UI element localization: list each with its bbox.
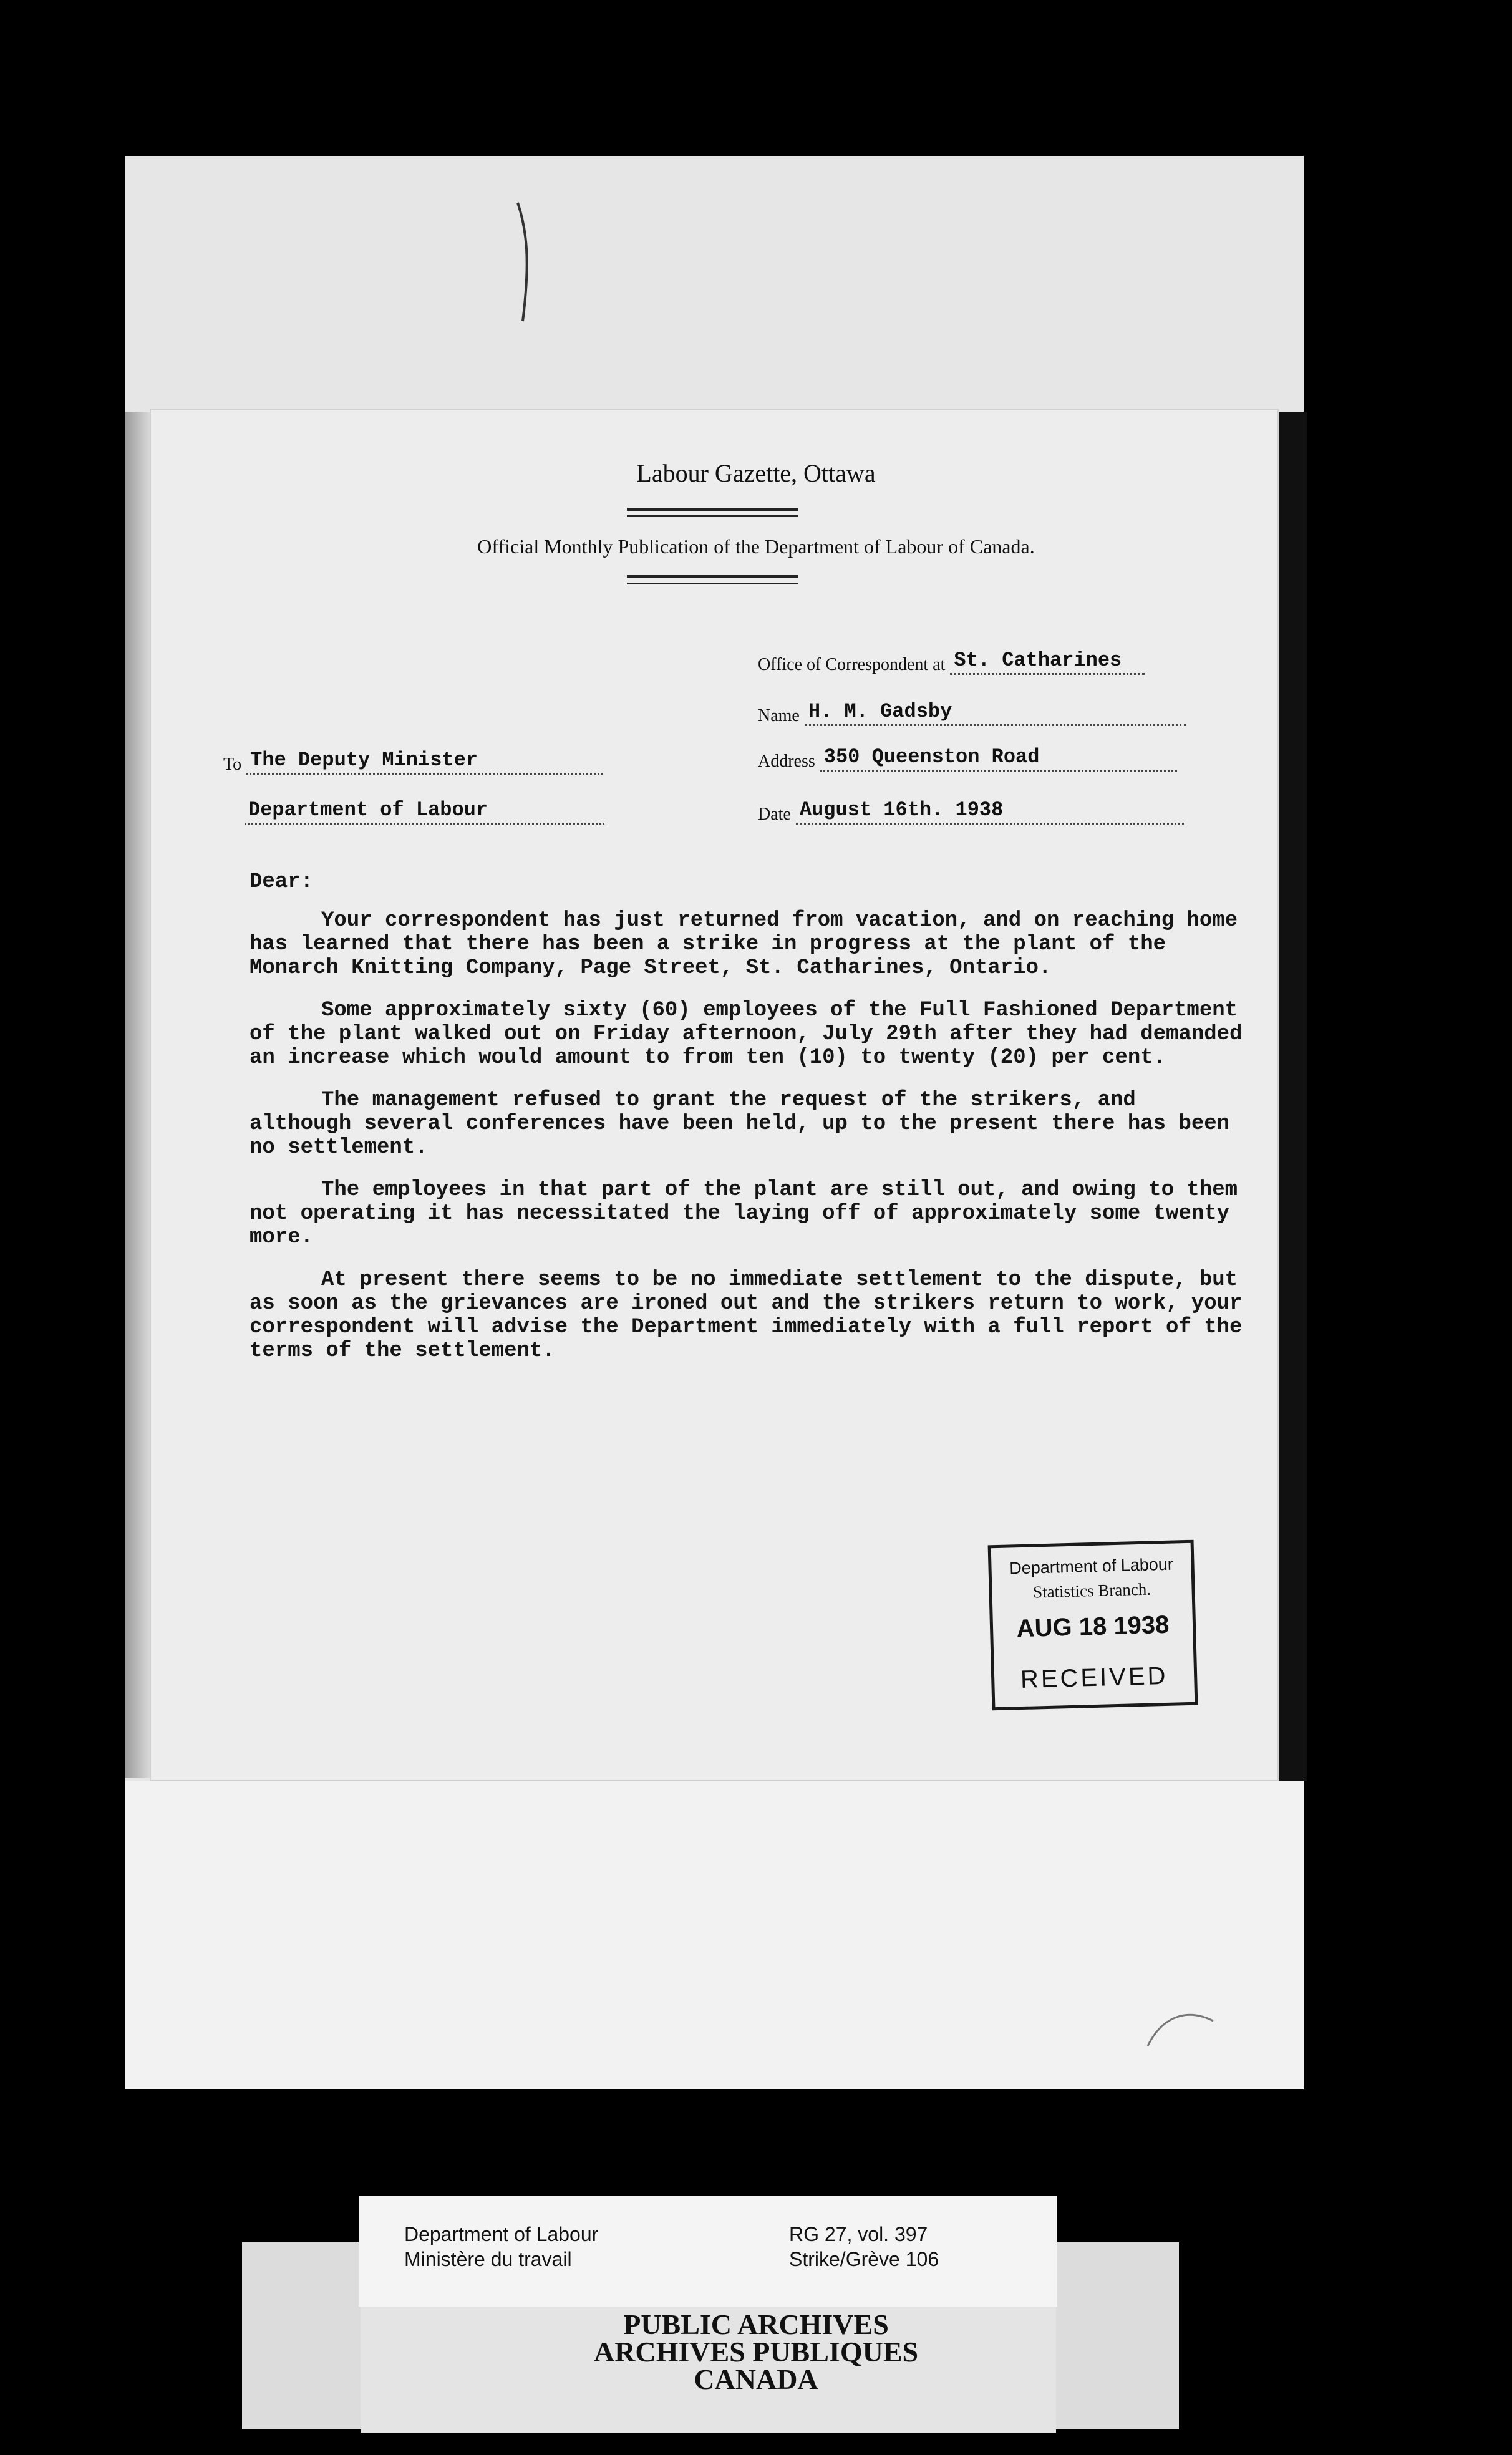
letterhead-title: Labour Gazette, Ottawa [636,459,876,487]
office-field [758,649,1145,675]
address-label: Address [758,752,815,771]
paragraph: The management refused to grant the request of the strikers, and although several conferences have been held, up to the present there has been no settlement. [250,1088,1230,1160]
stamp-date: AUG 18 1938 [1016,1610,1170,1643]
archives-country: CANADA [694,2363,818,2395]
address-value: 350 Queenston Road [820,745,1177,772]
archives-en: PUBLIC ARCHIVES [623,2308,889,2340]
name-value: H. M. Gadsby [805,700,1186,726]
sheet-bottom-band [125,1781,1304,2089]
letterhead-rule-bottom [627,575,798,578]
recipient-name: The Deputy Minister [246,748,603,775]
archives-fr: ARCHIVES PUBLIQUES [593,2336,919,2368]
letterhead-rule-top-thin [627,515,798,517]
letterhead-rule-top [627,508,798,511]
paragraph: Some approximately sixty (60) employees of the Full Fashioned Department of the plant walked out on Friday afternoon, July 29th after they had demanded an increase which would amount to from ten (10) to twenty (20) per cent. [250,999,1243,1070]
stamp-branch: Statistics Branch. [1032,1579,1151,1602]
archives-stamp [0,2308,1512,2395]
paragraph: At present there seems to be no immediate settlement to the dispute, but as soon as the grievances are ironed out and the strikers return to work, your correspondent will advise the Department immediately with a full report of the terms of the settlement. [250,1268,1243,1363]
page-edge-shadow-right [1279,412,1307,1781]
department-en: Department of Labour [404,2223,599,2245]
salutation: Dear: [250,870,314,894]
page-edge-shadow-left [125,412,150,1778]
pencil-mark [511,200,536,324]
recipient-department: Department of Labour [245,798,604,825]
date-label: Date [758,805,791,824]
stamp-department: Department of Labour [1009,1554,1174,1578]
recipient-line-1 [223,748,603,775]
archive-reference [789,2222,939,2272]
strike-number: Strike/Grève 106 [789,2248,939,2270]
archive-department [404,2222,598,2272]
letter-body [250,870,1248,1382]
letterhead-rule-bottom-thin [627,583,798,584]
paragraph: Your correspondent has just returned from vacation, and on reaching home has learned that there has been a strike in progress at the plant of the Monarch Knitting Company, Page Street, St. Catharines, Ontario. [250,909,1238,980]
letterhead-subtitle: Official Monthly Publication of the Department of Labour of Canada. [477,535,1035,558]
address-field [758,745,1177,772]
office-label: Office of Correspondent at [758,655,946,674]
date-value: August 16th. 1938 [796,798,1184,825]
paragraph: The employees in that part of the plant are still out, and owing to them not operating it has necessitated the laying off of approximately some twenty more. [250,1178,1238,1249]
received-stamp [988,1540,1198,1711]
record-group: RG 27, vol. 397 [789,2223,928,2245]
office-value: St. Catharines [950,649,1145,675]
name-label: Name [758,706,800,725]
date-field [758,798,1184,825]
stamp-status: RECEIVED [1020,1662,1168,1694]
department-fr: Ministère du travail [404,2248,572,2270]
recipient-line-2 [245,798,604,825]
scratch-mark [1145,2002,1219,2052]
name-field [758,700,1186,726]
to-label: To [223,755,242,774]
